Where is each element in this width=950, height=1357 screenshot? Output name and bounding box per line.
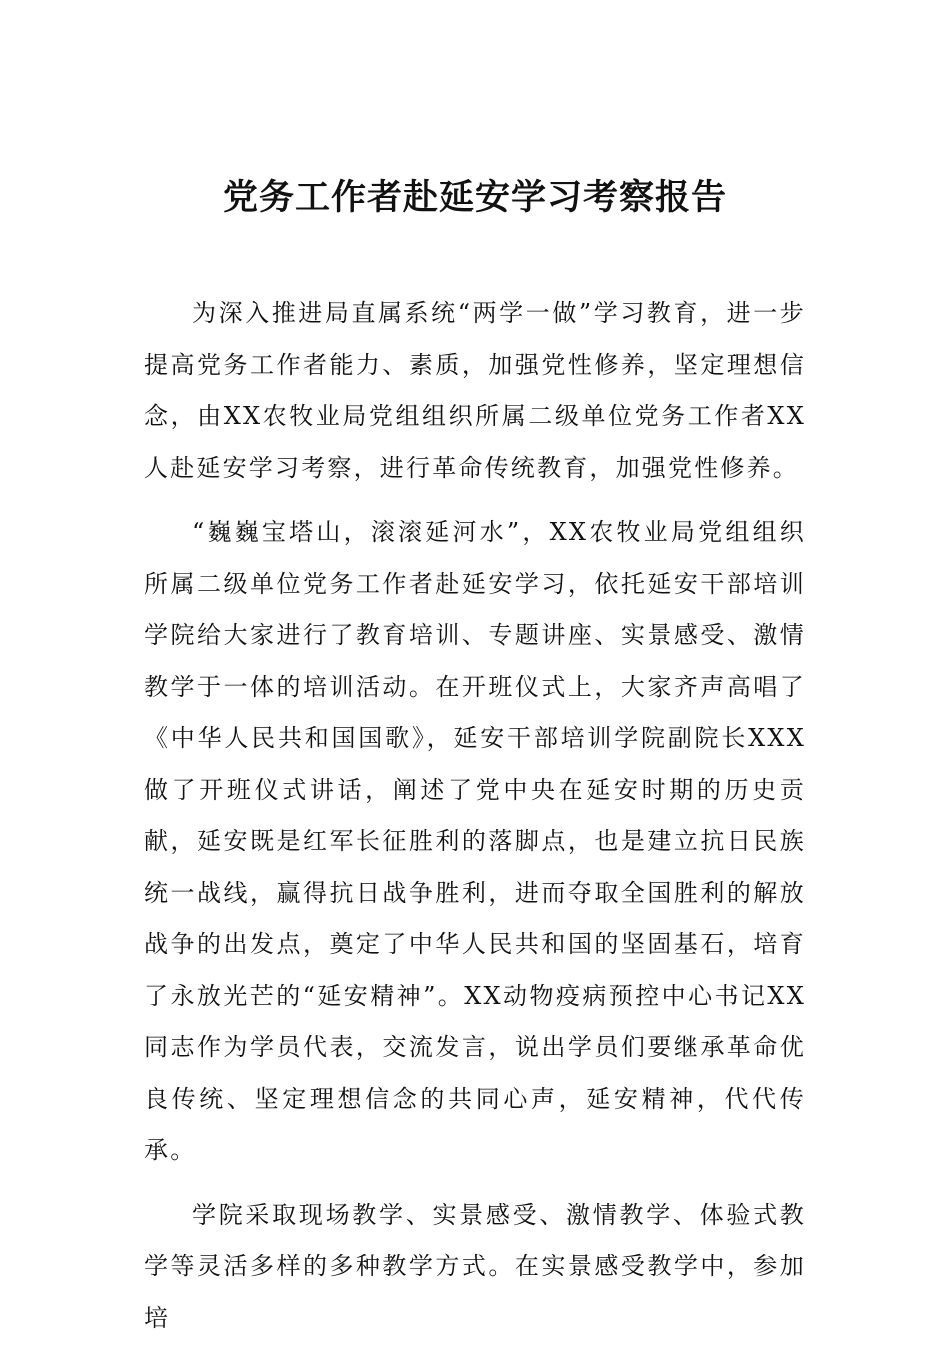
document-title: 党务工作者赴延安学习考察报告 — [222, 177, 727, 219]
paragraph-3: 学院采取现场教学、实景感受、激情教学、体验式教学等灵活多样的多种教学方式。在实景感受教学中，参加培 — [144, 1200, 806, 1332]
paragraph-1: 为深入推进局直属系统“两学一做”学习教育，进一步提高党务工作者能力、素质，加强党性修养，坚定理想信念，由XX农牧业局党组组织所属二级单位党务工作者XX人赴延安学习考察，进行革命传统教育，加强党性修养。 — [144, 299, 806, 482]
paragraph-2: “巍巍宝塔山，滚滚延河水”，XX农牧业局党组组织所属二级单位党务工作者赴延安学习，依托延安干部培训学院给大家进行了教育培训、专题讲座、实景感受、激情教学于一体的培训活动。在开班仪式上，大家齐声高唱了《中华人民共和国国歌》，延安干部培训学院副院长XXX做了开班仪式讲话，阐述了党中央在延安时期的历史贡献，延安既是红军长征胜利的落脚点，也是建立抗日民族统一战线，赢得抗日战争胜利，进而夺取全国胜利的解放战争的出发点，奠定了中华人民共和国的坚固基石，培育了永放光芒的“延安精神”。XX动物疫病预控中心书记XX同志作为学员代表，交流发言，说出学员们要继承革命优良传统、坚定理想信念的共同心声，延安精神，代代传承。 — [144, 518, 806, 1164]
document-body — [144, 288, 806, 1357]
